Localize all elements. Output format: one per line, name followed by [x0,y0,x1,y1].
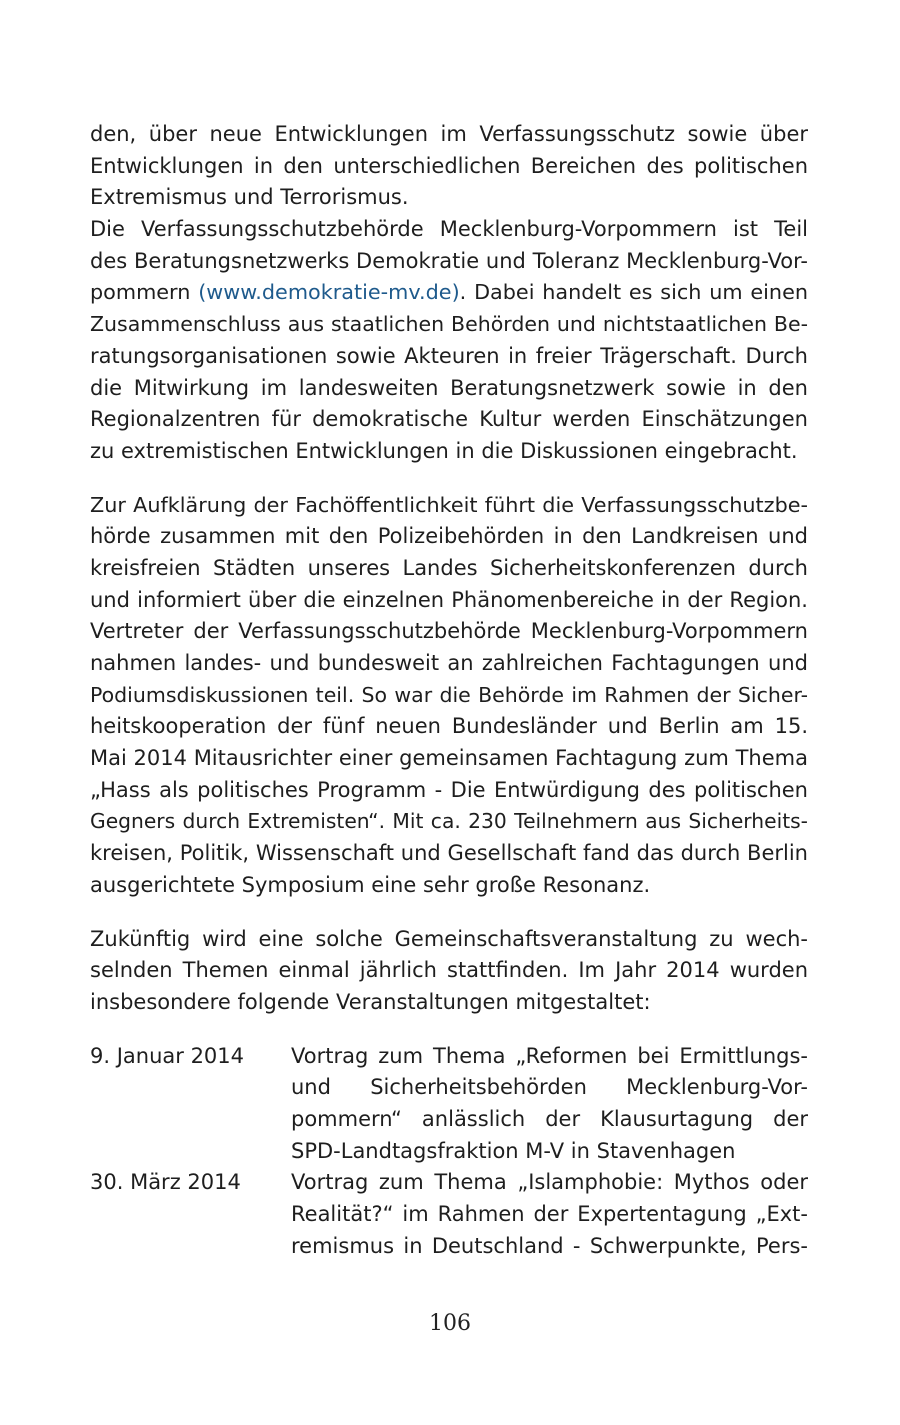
text-line: Mai 2014 Mitausrichter einer gemeinsamen Fachtagung zum Thema [90,746,808,771]
paragraph-1 [90,119,808,214]
document-page [90,119,808,1262]
text-line: Zusammenschluss aus staatlichen Behörden und nichtstaatlichen Be- [90,312,808,337]
text-line: ratungsorganisationen sowie Akteuren in freier Trägerschaft. Durch [90,343,808,368]
text-line: kreisen, Politik, Wissenschaft und Gesellschaft fand das durch Berlin [90,841,808,866]
paragraph-3 [90,490,808,902]
text-line: remismus in Deutschland - Schwerpunkte, Pers- [291,1233,808,1258]
text-segment: pommern [90,280,199,305]
text-line: und Sicherheitsbehörden Mecklenburg-Vor- [291,1075,808,1100]
text-line: selnden Themen einmal jährlich stattfinden. Im Jahr 2014 wurden [90,958,808,983]
text-line-with-link [90,277,808,309]
text-line: heitskooperation der fünf neuen Bundesländer und Berlin am 15. [90,714,808,739]
text-line: Podiumsdiskussionen teil. So war die Behörde im Rahmen der Sicher- [90,682,808,707]
paragraph-4 [90,924,808,1019]
text-line: ausgerichtete Symposium eine sehr große Resonanz. [90,872,651,897]
paragraph-spacer [90,902,808,924]
event-date: 9. Januar 2014 [90,1043,245,1068]
event-date: 30. März 2014 [90,1170,241,1195]
text-segment: . Dabei handelt es sich um einen [459,280,808,305]
text-line: Realität?“ im Rahmen der Expertentagung „Ext- [291,1202,808,1226]
text-line: Gegners durch Extremisten“. Mit ca. 230 Teilnehmern aus Sicherheits- [90,809,808,834]
text-line: nahmen landes- und bundesweit an zahlreichen Fachtagungen und [90,651,808,675]
website-link[interactable]: (www.demokratie-mv.de) [198,280,460,305]
text-line: Zukünftig wird eine solche Gemeinschaftsveranstaltung zu wech- [90,926,808,951]
event-entry [90,1041,808,1168]
paragraph-spacer [90,468,808,490]
event-description [291,1167,808,1262]
paragraph-2 [90,214,808,468]
text-line: die Mitwirkung im landesweiten Beratungsnetzwerk sowie in den [90,375,808,400]
text-line: Entwicklungen in den unterschiedlichen Bereichen des politischen [90,153,808,178]
text-line: und informiert über die einzelnen Phänomenbereiche in der Region. [90,587,808,612]
text-line: kreisfreien Städten unseres Landes Sicherheitskonferenzen durch [90,555,808,580]
text-line: insbesondere folgende Veranstaltungen mitgestaltet: [90,989,651,1014]
text-line: zu extremistischen Entwicklungen in die Diskussionen eingebracht. [90,438,798,463]
text-line: den, über neue Entwicklungen im Verfassungsschutz sowie über [90,122,808,146]
text-line: SPD-Landtagsfraktion M-V in Stavenhagen [291,1138,736,1163]
text-line: des Beratungsnetzwerks Demokratie und Toleranz Mecklenburg-Vor- [90,248,808,273]
text-line: Zur Aufklärung der Fachöffentlichkeit führt die Verfassungsschutzbe- [90,492,808,517]
text-line: „Hass als politisches Programm - Die Entwürdigung des politischen [90,777,808,802]
event-description [291,1041,808,1168]
text-line: hörde zusammen mit den Polizeibehörden in den Landkreisen und [90,524,808,549]
text-line: Vortrag zum Thema „Reformen bei Ermittlungs- [291,1043,808,1068]
text-line: Regionalzentren für demokratische Kultur werden Einschätzungen [90,407,808,432]
paragraph-spacer [90,1019,808,1041]
event-entry [90,1167,808,1262]
text-line: Vortrag zum Thema „Islamphobie: Mythos oder [291,1170,808,1195]
text-line: Extremismus und Terrorismus. [90,185,409,210]
text-line: Die Verfassungsschutzbehörde Mecklenburg-Vorpommern ist Teil [90,217,808,242]
event-list [90,1041,808,1263]
text-line: Vertreter der Verfassungsschutzbehörde Mecklenburg-Vorpommern [90,619,808,644]
text-line: pommern“ anlässlich der Klausurtagung der [291,1106,808,1131]
page-number: 106 [429,1311,471,1336]
